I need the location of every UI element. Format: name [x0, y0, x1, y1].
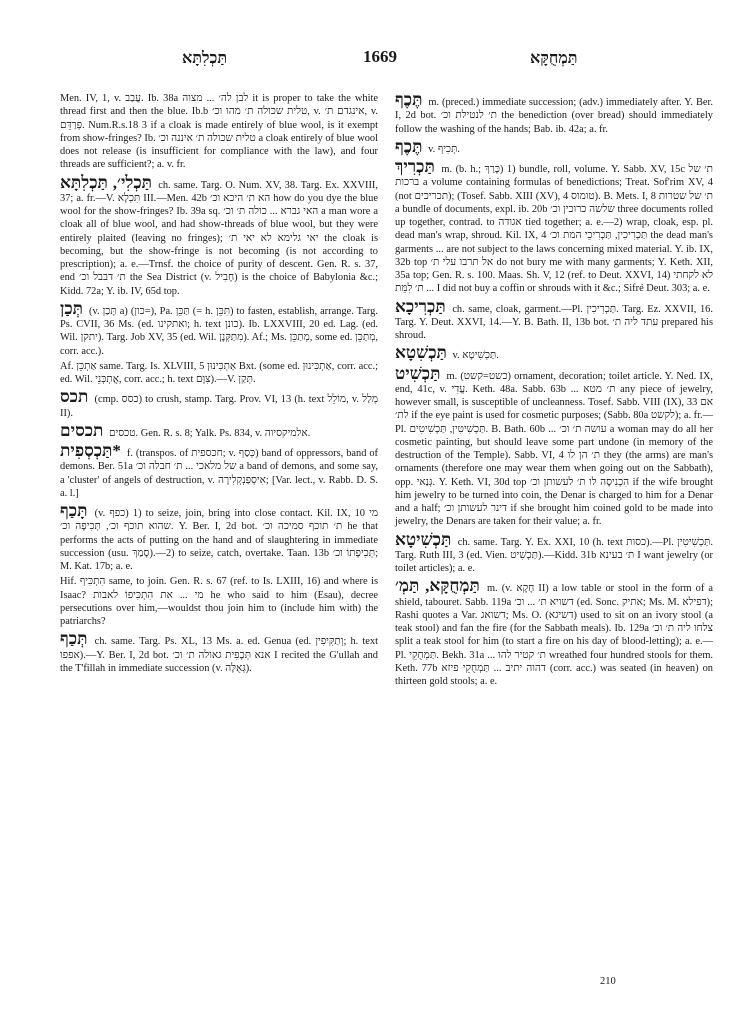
entry-paragraph: [395, 136, 713, 156]
entry-paragraph: [395, 578, 713, 688]
right-column: [395, 92, 713, 691]
entry-text: Hif. הִתְכִּיף same, to join. Gen. R. s. 67 (ref. to Is. LXIII, 16) and where is Isaac? מי ... את הִתְכִּיפוֹ לאבות he who said to him (Esau), decree persecutions over him,—wouldst thou join him to (include him with) the patriarchs?: [60, 576, 378, 627]
entry-text: m. (v. חָקָא II) a low table or stool in the form of a shield, tabouret. Sabb. 119a דשויא ת׳ ... וכ׳ (ed. Sonc. אתיק; Ms. M. דפילא); Rashi quotes a Var. דשואג; Ms. O. (דשיגא) used to sit on an ivory stool (a teak stool) and fan the fire (for the Sabbath meals). Ib. 129a צלחו ליה ת׳ וכ׳ split a teak stool for him (to start a fire on his day of blood-letting); a. e.—Pl. תַּמְחֻקֵי. Bekh. 31a ... ת׳ קטיר להו wreathed four hundred stools for them. Keth. 77b דהוה יתיב ... תַּמְחֻקֵי פיזא (corr. acc.) was seated (in heaven) on thirteen gold stools; a. e.: [395, 583, 714, 687]
dictionary-entry: [60, 443, 378, 500]
entry-text: ch. same, cloak, garment.—Pl. תַּכְרִיכִין. Targ. Ez. XXVII, 16. Targ. Y. Deut. XXVI, 14.—Y. B. Bath. II, 13b bot. עתד ליה ת׳ prepared his shroud.: [395, 303, 713, 341]
entry-text: m. (כשט=קשט) ornament, decoration; toilet article. Y. Ned. IX, end, 41c, v. עֲדִי. Keth. 48a. Sabb. 63b ... ת׳ מטא any piece of jewelry, however small, is susceptible of uncleanness. Tosef. Sabb. VIII (IX), 33 אם לת׳ if the eye paint is used for cosmetic purposes; (Sabb. 80a לקשט); a. fr.—Pl. תַּכְשִׁיטִין, תַּכְשִׁיטִים. B. Bath. 60b ... עושה ת׳ וכ׳ a woman may do all her cosmetic painting, but should leave some part undone (in memory of the destruction of the Temple). Sabb. VI, 4 ת׳ הן לו they (the arms) are man's ornaments (therefore one may wear them when going out on the Sabbath), opp. גְּנַאי. Y. Keth. VI, 30d top הִכְנִיסָה לו ת׳ לעשותן וכ׳ if the wife brought him jewelry to be turned into coin, the Denar is charged to him for a Denar and a half; דינר לעשותן וכ׳ if she brought him coined gold to be made into jewelry, the Denars are taken for their value; a. fr.: [395, 370, 714, 528]
signature-number: 210: [600, 976, 616, 987]
dictionary-entry: [60, 298, 378, 387]
entry-text: ch. same. Targ. Y. Ex. XXI, 10 (h. text כסות).—Pl. תַּכְשִׁיטִין. Targ. Ruth III, 3 (ed. Vien. תַּכְשִׁיט).—Kidd. 31b ת׳ בעינא I want jewelry (or toilet articles); a. e.: [395, 536, 714, 574]
entry-paragraph: [60, 503, 378, 573]
entry-text: v. תְּכִיף.: [428, 143, 460, 155]
entry-headword: תֶּכֶף: [395, 90, 423, 109]
entry-headword: תְּכַף: [60, 629, 88, 649]
entry-headword: תַּכְרִיכָא: [395, 296, 446, 316]
entry-text: ch. same. Targ. Ps. XL, 13 Ms. a. ed. Genua (ed. וְתַקִּיפִין; h. text אפפו).—Y. Ber. I, 2d bot. אנא תְּכָפִית גאולה ת׳ וכ׳ I recited the G'ullah and the T'fillah in immediate succession (v. גְּאֻלָּה).: [60, 636, 379, 674]
entry-paragraph: [395, 159, 713, 296]
entry-text: (v. תָּכַן a) (כון=), Pa. תַּכֵּן (= h. תִּכֵּן) to fasten, establish, arrange. Targ. Ps. CVII, 36 Ms. (ed. ואתקינו; h. text כונן). Ib. LXXVIII, 20 ed. Lag. (ed. Wil. יתקן). Targ. Job XV, 35 (ed. Wil. מִתַּקְּנָן). Af.; Ms. מְתַכֵּן, some ed. מְתַכֵּן, corr. acc.).: [60, 305, 378, 357]
page-header: [60, 47, 700, 73]
entry-text: Men. IV, 1, v. עֲבַב. Ib. 38a לבן לה׳ ... מצוה it is proper to take the white thread first and then the blue. Ib.b טלית שכולה ת׳ מהו וכ׳, v. אינגדם ת׳, v. פְּרַדֵּם. Num.R.s.18 3 if a cloak is made entirely of blue wool, is it exempt from show-fringes? Ib. טלית שכולה ת׳ איננה וכ׳ a cloak entirely of blue wool does not release (is insufficient for compliance with the law), and four threads are sufficient?; a. v. fr.: [60, 93, 379, 171]
dictionary-entry: [395, 159, 713, 296]
entry-paragraph: [60, 420, 378, 440]
entry-paragraph: [395, 363, 714, 529]
dictionary-entry: [60, 172, 378, 298]
entry-text: m. (preced.) immediate succession; (adv.) immediately after. Y. Ber. I, 2d bot. ת׳ לנטילת וכ׳ the benediction (over bread) should immediately follow the washing of the hands; Bab. ib. 42a; a. fr.: [395, 97, 713, 135]
entry-paragraph: [395, 296, 713, 343]
entry-text: טכסים. Gen. R. s. 8; Yalk. Ps. 834, v. אלמיקסיוה.: [109, 427, 311, 439]
dictionary-entry: [60, 420, 378, 440]
dictionary-entry: [395, 578, 713, 688]
entry-paragraph: [60, 389, 378, 420]
entry-paragraph: [60, 92, 378, 172]
entry-headword: תכס: [60, 387, 89, 407]
entry-headword: תַּכְלִי׳, תַּכְלִתָּא: [60, 172, 153, 192]
entry-headword: *תַּכְסְפִית: [60, 441, 121, 460]
entry-paragraph: [60, 575, 378, 628]
entry-headword: תֶּכֶף: [395, 136, 423, 156]
entry-headword: תַּכְשִׁיט: [395, 363, 441, 383]
dictionary-entry: [60, 631, 378, 675]
entry-text: (v. כפף) 1) to seize, join, bring into close contact. Kil. IX, 10 מי שהוא תוכף וכ׳, תְּכִיפָה וכ׳. Y. Ber. I, 2d bot. ת׳ תוכף סמיכה וכ׳ he that performs the acts of putting on the hand and of slaughtering in immediate succession (usu. סָמַךְ).—2) to seize, catch, overtake. Taan. 13b תְּכִיפָתוֹ וכ׳; M. Kat. 17b; a. e.: [60, 508, 378, 572]
entry-paragraph: [60, 443, 378, 500]
entry-headword: תַּכְרִיךְ: [395, 157, 435, 176]
entry-paragraph: [60, 360, 378, 387]
entry-headword: תָּכַף: [60, 501, 88, 520]
entry-headword: תַּמְחֻקָּא, תַּמְ׳: [395, 576, 480, 596]
dictionary-entry: [395, 296, 713, 343]
entry-paragraph: [395, 529, 714, 576]
entry-paragraph: [60, 172, 378, 298]
entry-headword: תְּכַן: [60, 298, 84, 318]
entry-text: ch. same. Targ. O. Num. XV, 38. Targ. Ex. XXVIII, 37; a. fr.—V. תִּכְלָא III.—Men. 42b הא ת׳ היכא וכ׳ how do you dye the blue wool for the show-fringes? Ib. 39a sq. האי גברא ... כולה ת׳ וכ׳ a man wore a cloak all of blue wool, and had show-threads of blue wool, but they were entirely plaited (leaving no fringes); יאי גלימא לא יאי ת׳ the cloak is becoming, but the show-fringe is not becoming (is not according to prescription); a. e.—Trnsf. the choice of purity of descent. Gen. R. s. 37, end ת׳ דבבל וכ׳ the Sea District (v. חָבִיל) is the choice of Babylonia &c.; Kidd. 72a; Y. ib. IV, 65d top.: [60, 179, 378, 297]
entry-paragraph: [395, 92, 713, 136]
entry-headword: תַּכְשִׁטָא: [395, 343, 447, 363]
right-running-headword: תַּמְחֻקָּא: [530, 50, 578, 67]
left-running-headword: תַּכְלִתָּא: [182, 50, 228, 67]
entry-text: Af. אַתְכֵּן same. Targ. Is. XLVIII, 5 אַתְכִּינוּן Bxt. (some ed. אַתְכִּינוּן, corr. acc.; ed. Wil. אֲתְכְּנֵי, corr. acc.; h. text צִוָּם).—V. תְּקַן.: [60, 360, 378, 385]
left-column: [60, 92, 378, 678]
page-number: 1669: [363, 47, 397, 66]
entry-paragraph: [395, 345, 713, 362]
entry-text: m. (b. h.; כָּרַךְ) 1) bundle, roll, volume. Y. Sabb. XV, 15c ת׳ של ברכות a volume containing formulas of benedictions; Treat. Sof'rim XV, 4 (not תכריכים); (Tosef. Sabb. XIII (XV), 4 טומוס). B. Mets. I, 8 ת׳ של שטרות a bundle of documents, expl. ib. 20b שלשה כרוכין וכ׳ three documents rolled up together, contrad. to אגודה tied together; a. e.—2) wrap, cloak, esp. pl. dead man's wrap, shroud. Kil. IX, 4 תַּכְרִיכִין, תַּכְרִיכֵי המת וכ׳ the dead man's garments ... are not subject to the laws concerning mixed material. Y. ib. IX, 32b top אל תרבו עלי ת׳ do not bury me with many garments; Y. Keth. XII, 35a top; Gen. R. s. 100. Maas. Sh. V, 12 (ref. to Deut. XXVI, 14) לא לקחתי ... ת׳ לִמֵּת I did not buy a coffin or shrouds with it &c.; Sifré Deut. 303; a. e.: [395, 164, 714, 295]
dictionary-entry: [395, 529, 714, 576]
entry-text: f. (transpos. of חכספית; v. כְּסַף) band of oppressors, band of demons. Ber. 51a של מלאכי ... ת׳ חבלה וכ׳ a band of demons, and some say, a 'cluster' of angels of destruction, v. אִיסְפַּנְקְלִירָה; [Var. lect., v. Rabb. D. S. a. l.]: [60, 448, 379, 499]
entry-paragraph: [60, 298, 378, 358]
dictionary-entry: [395, 363, 714, 529]
entry-text: v. תַּכְשִׁיטָא.: [452, 350, 499, 362]
entry-headword: תכסים: [60, 420, 104, 440]
dictionary-entry: [395, 136, 713, 156]
entry-text: (cmp. כסס) to crush, stamp. Targ. Prov. VI, 13 (h. text מוֹלֵל, v. מְלַל II).: [60, 394, 378, 419]
dictionary-entry: [60, 389, 378, 420]
dictionary-entry: [60, 92, 378, 172]
entry-headword: תַּכְשִׁיטָא: [395, 529, 452, 549]
dictionary-entry: [395, 345, 713, 362]
dictionary-entry: [395, 92, 713, 136]
dictionary-entry: [60, 503, 378, 628]
entry-paragraph: [60, 631, 378, 675]
